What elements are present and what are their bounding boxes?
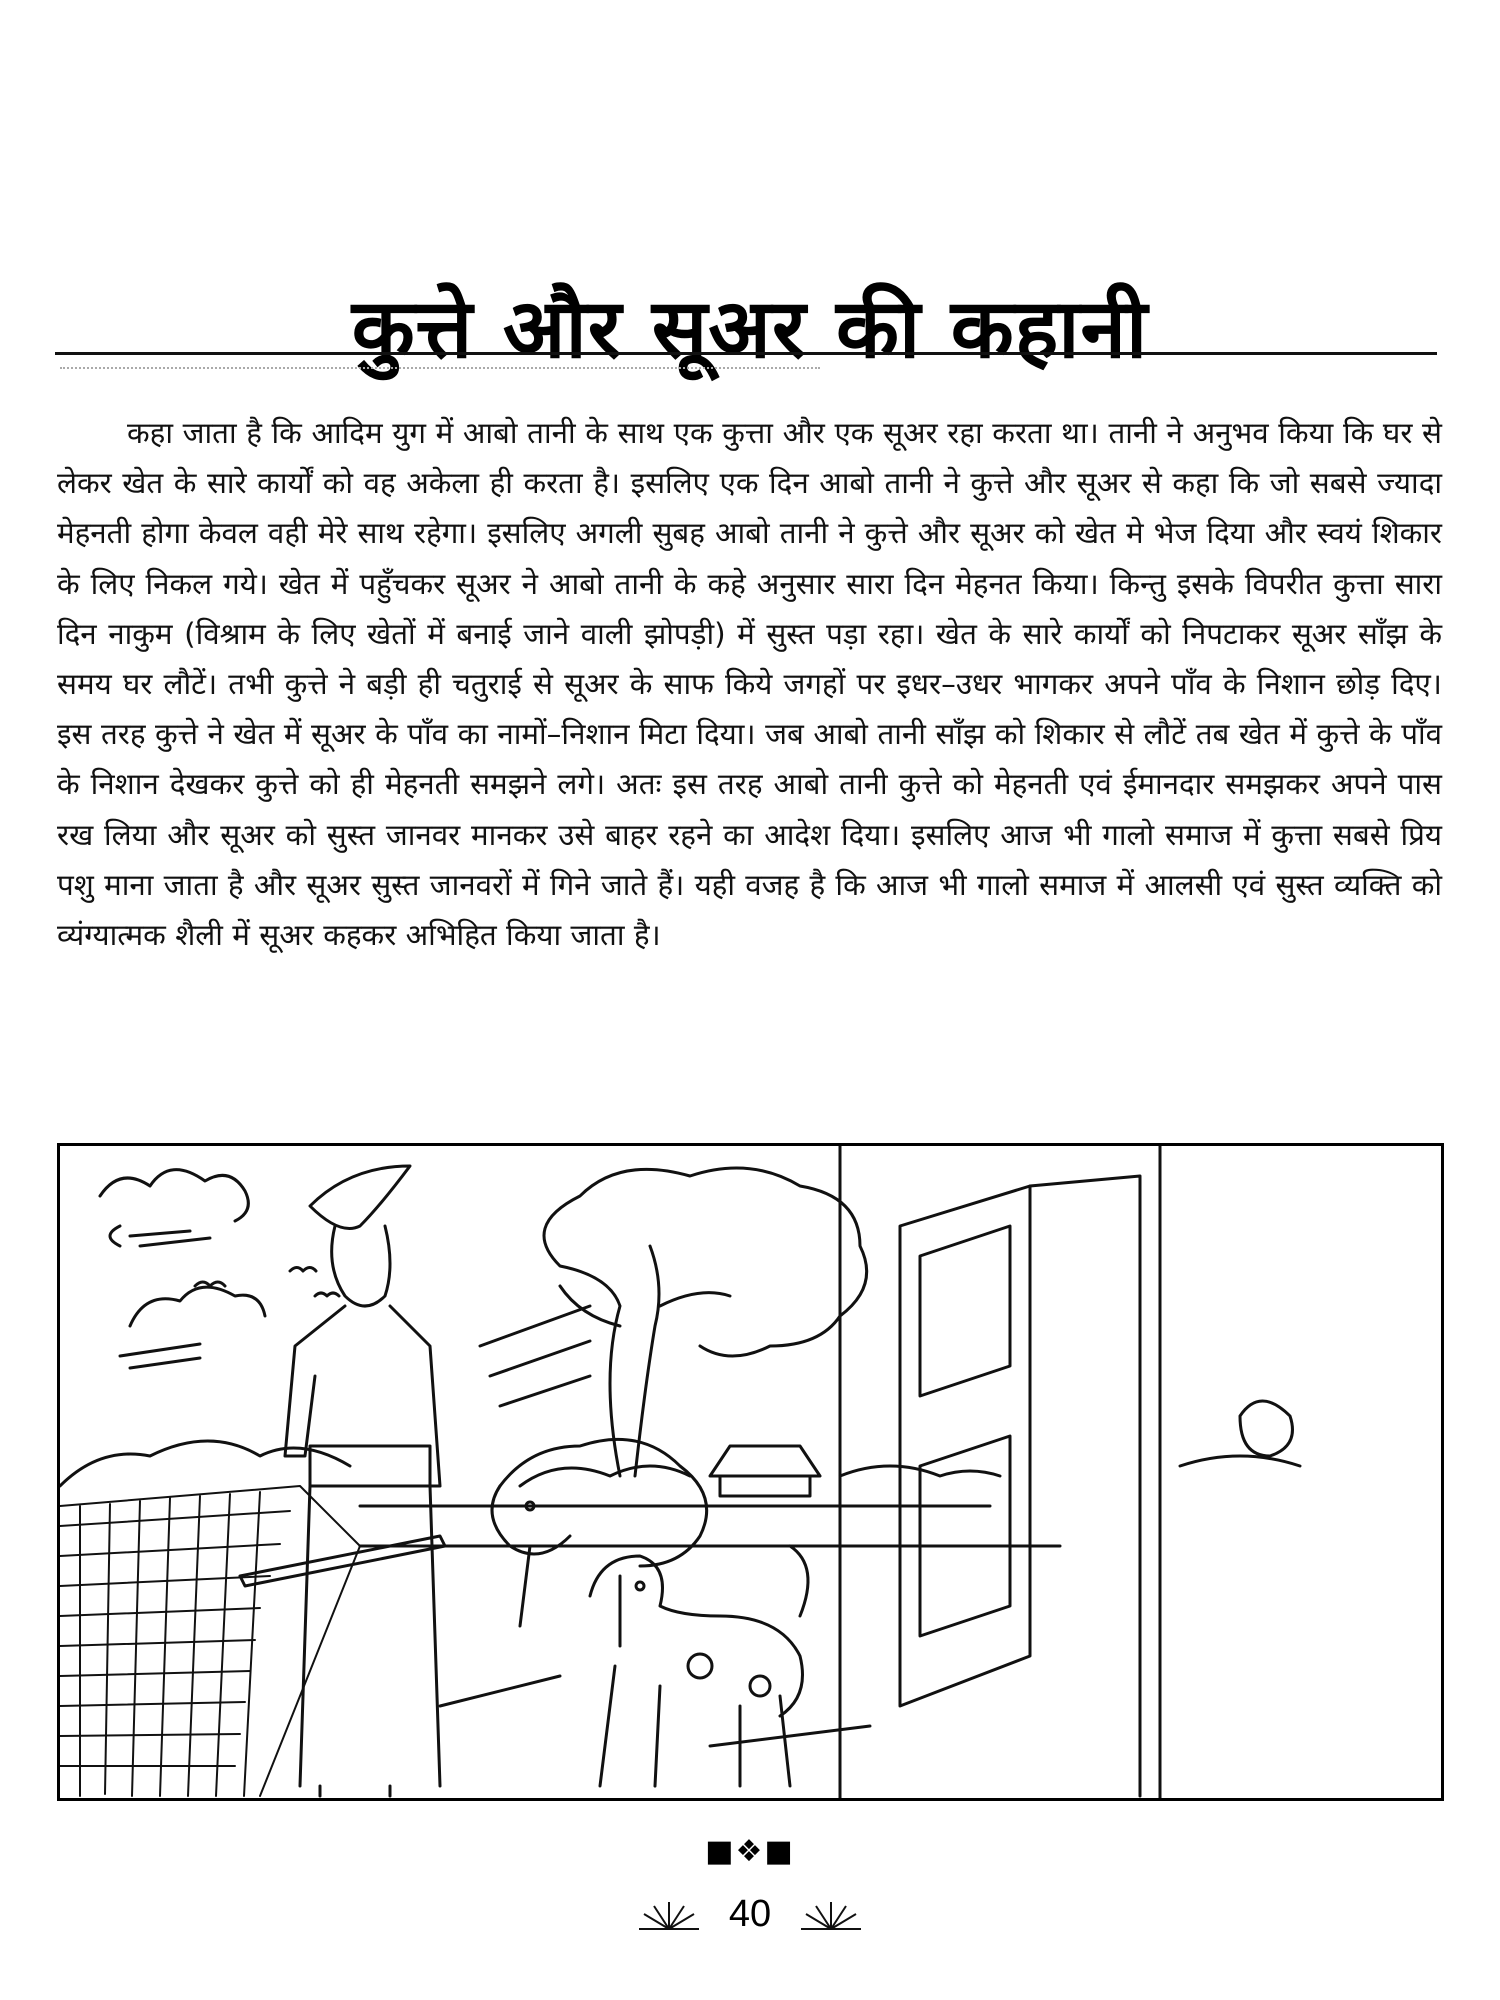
page-footer — [0, 1884, 1500, 1944]
title-divider-shadow — [60, 367, 820, 369]
page-title: कुत्ते और सूअर की कहानी — [351, 281, 1149, 377]
sunburst-right-icon — [791, 1894, 871, 1934]
sunburst-left-icon — [629, 1894, 709, 1934]
ground-drawing — [360, 1506, 1060, 1746]
door-drawing — [840, 1146, 1160, 1798]
page-ornament: ■❖■ — [705, 1834, 795, 1869]
hut-drawing — [710, 1446, 820, 1496]
illustration-drawing — [60, 1146, 1441, 1798]
title-divider — [55, 352, 1437, 355]
dog-drawing — [590, 1546, 808, 1786]
pot-drawing — [1180, 1401, 1300, 1466]
page-number: 40 — [728, 1893, 772, 1935]
birds-drawing — [195, 1268, 339, 1297]
story-illustration — [57, 1143, 1444, 1801]
cloud-drawing — [100, 1170, 265, 1368]
man-figure-drawing — [240, 1166, 445, 1796]
tree-drawing — [480, 1168, 867, 1476]
crop-field-drawing — [60, 1486, 360, 1796]
hills-drawing — [60, 1441, 1000, 1486]
story-paragraph: कहा जाता है कि आदिम युग में आबो तानी के साथ एक कुत्ता और एक सूअर रहा करता था। तानी ने अनुभव किया कि घर से लेकर खेत के सारे कार्यों को वह अकेला ही करता है। इसलिए एक दिन आबो तानी ने कुत्ते और सूअर से कहा कि जो सबसे ज्यादा मेहनती होगा केवल वही मेरे साथ रहेगा। इसलिए अगली सुबह आबो तानी ने कुत्ते और सूअर को खेत मे भेज दिया और स्वयं शिकार के लिए निकल गये। खेत में पहुँचकर सूअर ने आबो तानी के कहे अनुसार सारा दिन मेहनत किया। किन्तु इसके विपरीत कुत्ता सारा दिन नाकुम (विश्राम के लिए खेतों में बनाई जाने वाली झोपड़ी) में सुस्त पड़ा रहा। खेत के सारे कार्यों को निपटाकर सूअर साँझ के समय घर लौटें। तभी कुत्ते ने बड़ी ही चतुराई से सूअर के साफ किये जगहों पर इधर–उधर भागकर अपने पाँव के निशान छोड़ दिए। इस तरह कुत्ते ने खेत में सूअर के पाँव का नामों–निशान मिटा दिया। जब आबो तानी साँझ को शिकार से लौटें तब खेत में कुत्ते के पाँव के निशान देखकर कुत्ते को ही मेहनती समझने लगे। अतः इस तरह आबो तानी कुत्ते को मेहनती एवं ईमानदार समझकर अपने पास रख लिया और सूअर को सुस्त जानवर मानकर उसे बाहर रहने का आदेश दिया। इसलिए आज भी गालो समाज में कुत्ता सबसे प्रिय पशु माना जाता है और सूअर सुस्त जानवरों में गिने जाते हैं। यही वजह है कि आज भी गालो समाज में आलसी एवं सुस्त व्यक्ति को व्यंग्यात्मक शैली में सूअर कहकर अभिहित किया जाता है। — [57, 416, 1442, 953]
